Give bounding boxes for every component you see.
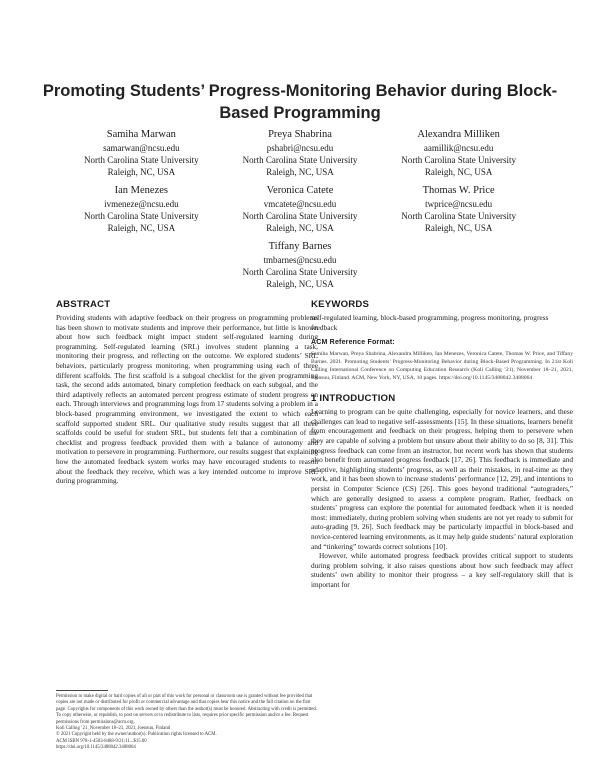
paper-title: Promoting Students’ Progress-Monitoring Behavior during Block-Based Programming (42, 82, 558, 122)
author-email: tmbarnes@ncsu.edu (263, 255, 337, 265)
abstract-text: Providing students with adaptive feedback on their progress on programming problems has been shown to motivate students and improve their performance, but little is known about how such feedback might impact student self-regulated learning during programming. Self-regulated learning (SRL) involves student planning a task, monitoring their progress, and reflecting on the outcome. We explored students’ SRL behaviors, particularly progress monitoring, when programming using each of three different scaffolds. The first scaffold is a subgoal checklist for the given programming task, the second adds automated, binary completion feedback on each subgoal, and the third adaptively reflects an automated percent progress estimate of student progress on each. Through interviews and programming logs from 17 students solving a problem in a block-based programming environment, we investigated the extent to which each scaffold supported student SRL. Our qualitative study results suggest that all three scaffolds could be useful for student SRL, but students felt that a combination of the checklist and progress feedback provided them with a balance of autonomy and motivation to persevere in programming. Furthermore, our results suggest that explaining how the automated feedback system works may have encouraged students to reason about the feedback they receive, which was a key intended outcome to improve SRL during programming. (56, 313, 318, 486)
author-block (379, 128, 538, 178)
copyright-footnote (56, 690, 318, 752)
author-affiliation: North Carolina State University (401, 155, 517, 165)
author-name: Samiha Marwan (106, 129, 176, 140)
author-name: Tiffany Barnes (268, 241, 332, 252)
doi-line: https://doi.org/10.1145/3488042.3488064 (56, 745, 136, 751)
introduction-paragraph: Learning to program can be quite challenging, especially for novice learners, and these challenges can lead to negative self-assessments [15]. In these situations, learners benefit from encouragement and feedback on their progress, helping them to persevere when they are capable of solving a problem but unsure about their ability to do so [8, 31]. This progress feedback can come from an instructor, but recent work has shown that students also benefit from automated progress feedback [17, 26]. This feedback is immediate and adaptive, highlighting students’ progress, as well as their mistakes, in real-time as they work, and it has been shown to increase students’ performance [12, 29], and intentions to persist in Computer Science (CS) [26]. This goes beyond traditional “autograders,” which are generally designed to assess a complete program. Rather, feedback on students’ progress can explore the potential for automated feedback when it is needed most: immediately, during problem solving when students are not yet ready to submit for auto-grading [9, 26]. Such feedback may be particularly impactful in block-based and novice-centered learning environments, as it may help guide students’ natural exploration and “tinkering” towards correct solutions [10]. (311, 407, 573, 551)
left-column (56, 298, 318, 486)
author-location: Raleigh, NC, USA (266, 167, 334, 177)
copyright-line: © 2021 Copyright held by the owner/author(s). Publication rights licensed to ACM. (56, 732, 217, 738)
conference-line: Koli Calling ’21, November 18–21, 2021, Joensuu, Finland (56, 726, 171, 732)
author-location: Raleigh, NC, USA (266, 279, 334, 289)
author-name: Preya Shabrina (268, 129, 332, 140)
footnote-divider (56, 690, 108, 691)
author-affiliation: North Carolina State University (83, 211, 199, 221)
author-name: Veronica Catete (266, 185, 334, 196)
introduction-heading: 1 INTRODUCTION (311, 393, 396, 405)
author-email: aamillik@ncsu.edu (423, 143, 494, 153)
introduction-paragraph: However, while automated progress feedback provides critical support to students during problem solving, it also raises questions about how such feedback may affect students’ own ability to monitor their progress – a key self-regulatory skill that is important for (311, 551, 573, 589)
acm-reference-heading: ACM Reference Format: (311, 339, 395, 347)
abstract-heading: ABSTRACT (56, 299, 111, 310)
author-affiliation: North Carolina State University (83, 155, 199, 165)
author-block (221, 240, 380, 290)
keywords-text: self-regulated learning, block-based programming, progress monitoring, progress feedback (311, 313, 549, 332)
author-name: Alexandra Milliken (417, 129, 500, 140)
author-affiliation: North Carolina State University (242, 267, 358, 277)
author-list (62, 128, 538, 290)
author-location: Raleigh, NC, USA (266, 223, 334, 233)
permission-notice: Permission to make digital or hard copies of all or part of this work for personal or classroom use is granted without fee provided that copies are not made or distributed for profit or commercial advantage and that copies bear this notice and the full citation on the first page. Copyrights for components of this work owned by others than the author(s) must be honored. Abstracting with credit is permitted. To copy otherwise, or republish, to post on servers or to redistribute to lists, requires prior specific permission and/or a fee. Request permissions from permissions@acm.org. (56, 694, 317, 725)
author-affiliation: North Carolina State University (242, 211, 358, 221)
author-block (62, 128, 221, 178)
author-block (221, 128, 380, 178)
author-affiliation: North Carolina State University (242, 155, 358, 165)
isbn-line: ACM ISBN 978-1-4503-8488-9/21/11...$15.00 (56, 738, 147, 744)
author-email: vmcatete@ncsu.edu (263, 199, 337, 209)
right-column (311, 298, 573, 589)
author-email: ivmeneze@ncsu.edu (104, 199, 179, 209)
acm-reference-text: Samiha Marwan, Preya Shabrina, Alexandra Milliken, Ian Menezes, Veronica Catete, Thomas W. Price, and Tiffany Barnes. 2021. Promoting Students’ Progress-Monitoring Behavior during Block-Based Programming. In 21st Koli Calling International Conference on Computing Education Research (Koli Calling ’21), November 18–21, 2021, Joensuu, Finland. ACM, New York, NY, USA, 10 pages. https://doi.org/10.1145/3488042.3488064 (311, 351, 573, 382)
author-email: twprice@ncsu.edu (425, 199, 493, 209)
author-block (62, 184, 221, 234)
author-affiliation: North Carolina State University (401, 211, 517, 221)
author-location: Raleigh, NC, USA (107, 167, 176, 177)
author-location: Raleigh, NC, USA (107, 223, 176, 233)
author-email: pshabri@ncsu.edu (266, 143, 334, 153)
author-block (379, 184, 538, 234)
keywords-heading: KEYWORDS (311, 299, 370, 310)
author-name: Thomas W. Price (422, 185, 495, 196)
author-location: Raleigh, NC, USA (424, 167, 493, 177)
author-location: Raleigh, NC, USA (424, 223, 493, 233)
author-name: Ian Menezes (114, 185, 168, 196)
author-block (221, 184, 380, 234)
author-email: samarwan@ncsu.edu (103, 143, 180, 153)
